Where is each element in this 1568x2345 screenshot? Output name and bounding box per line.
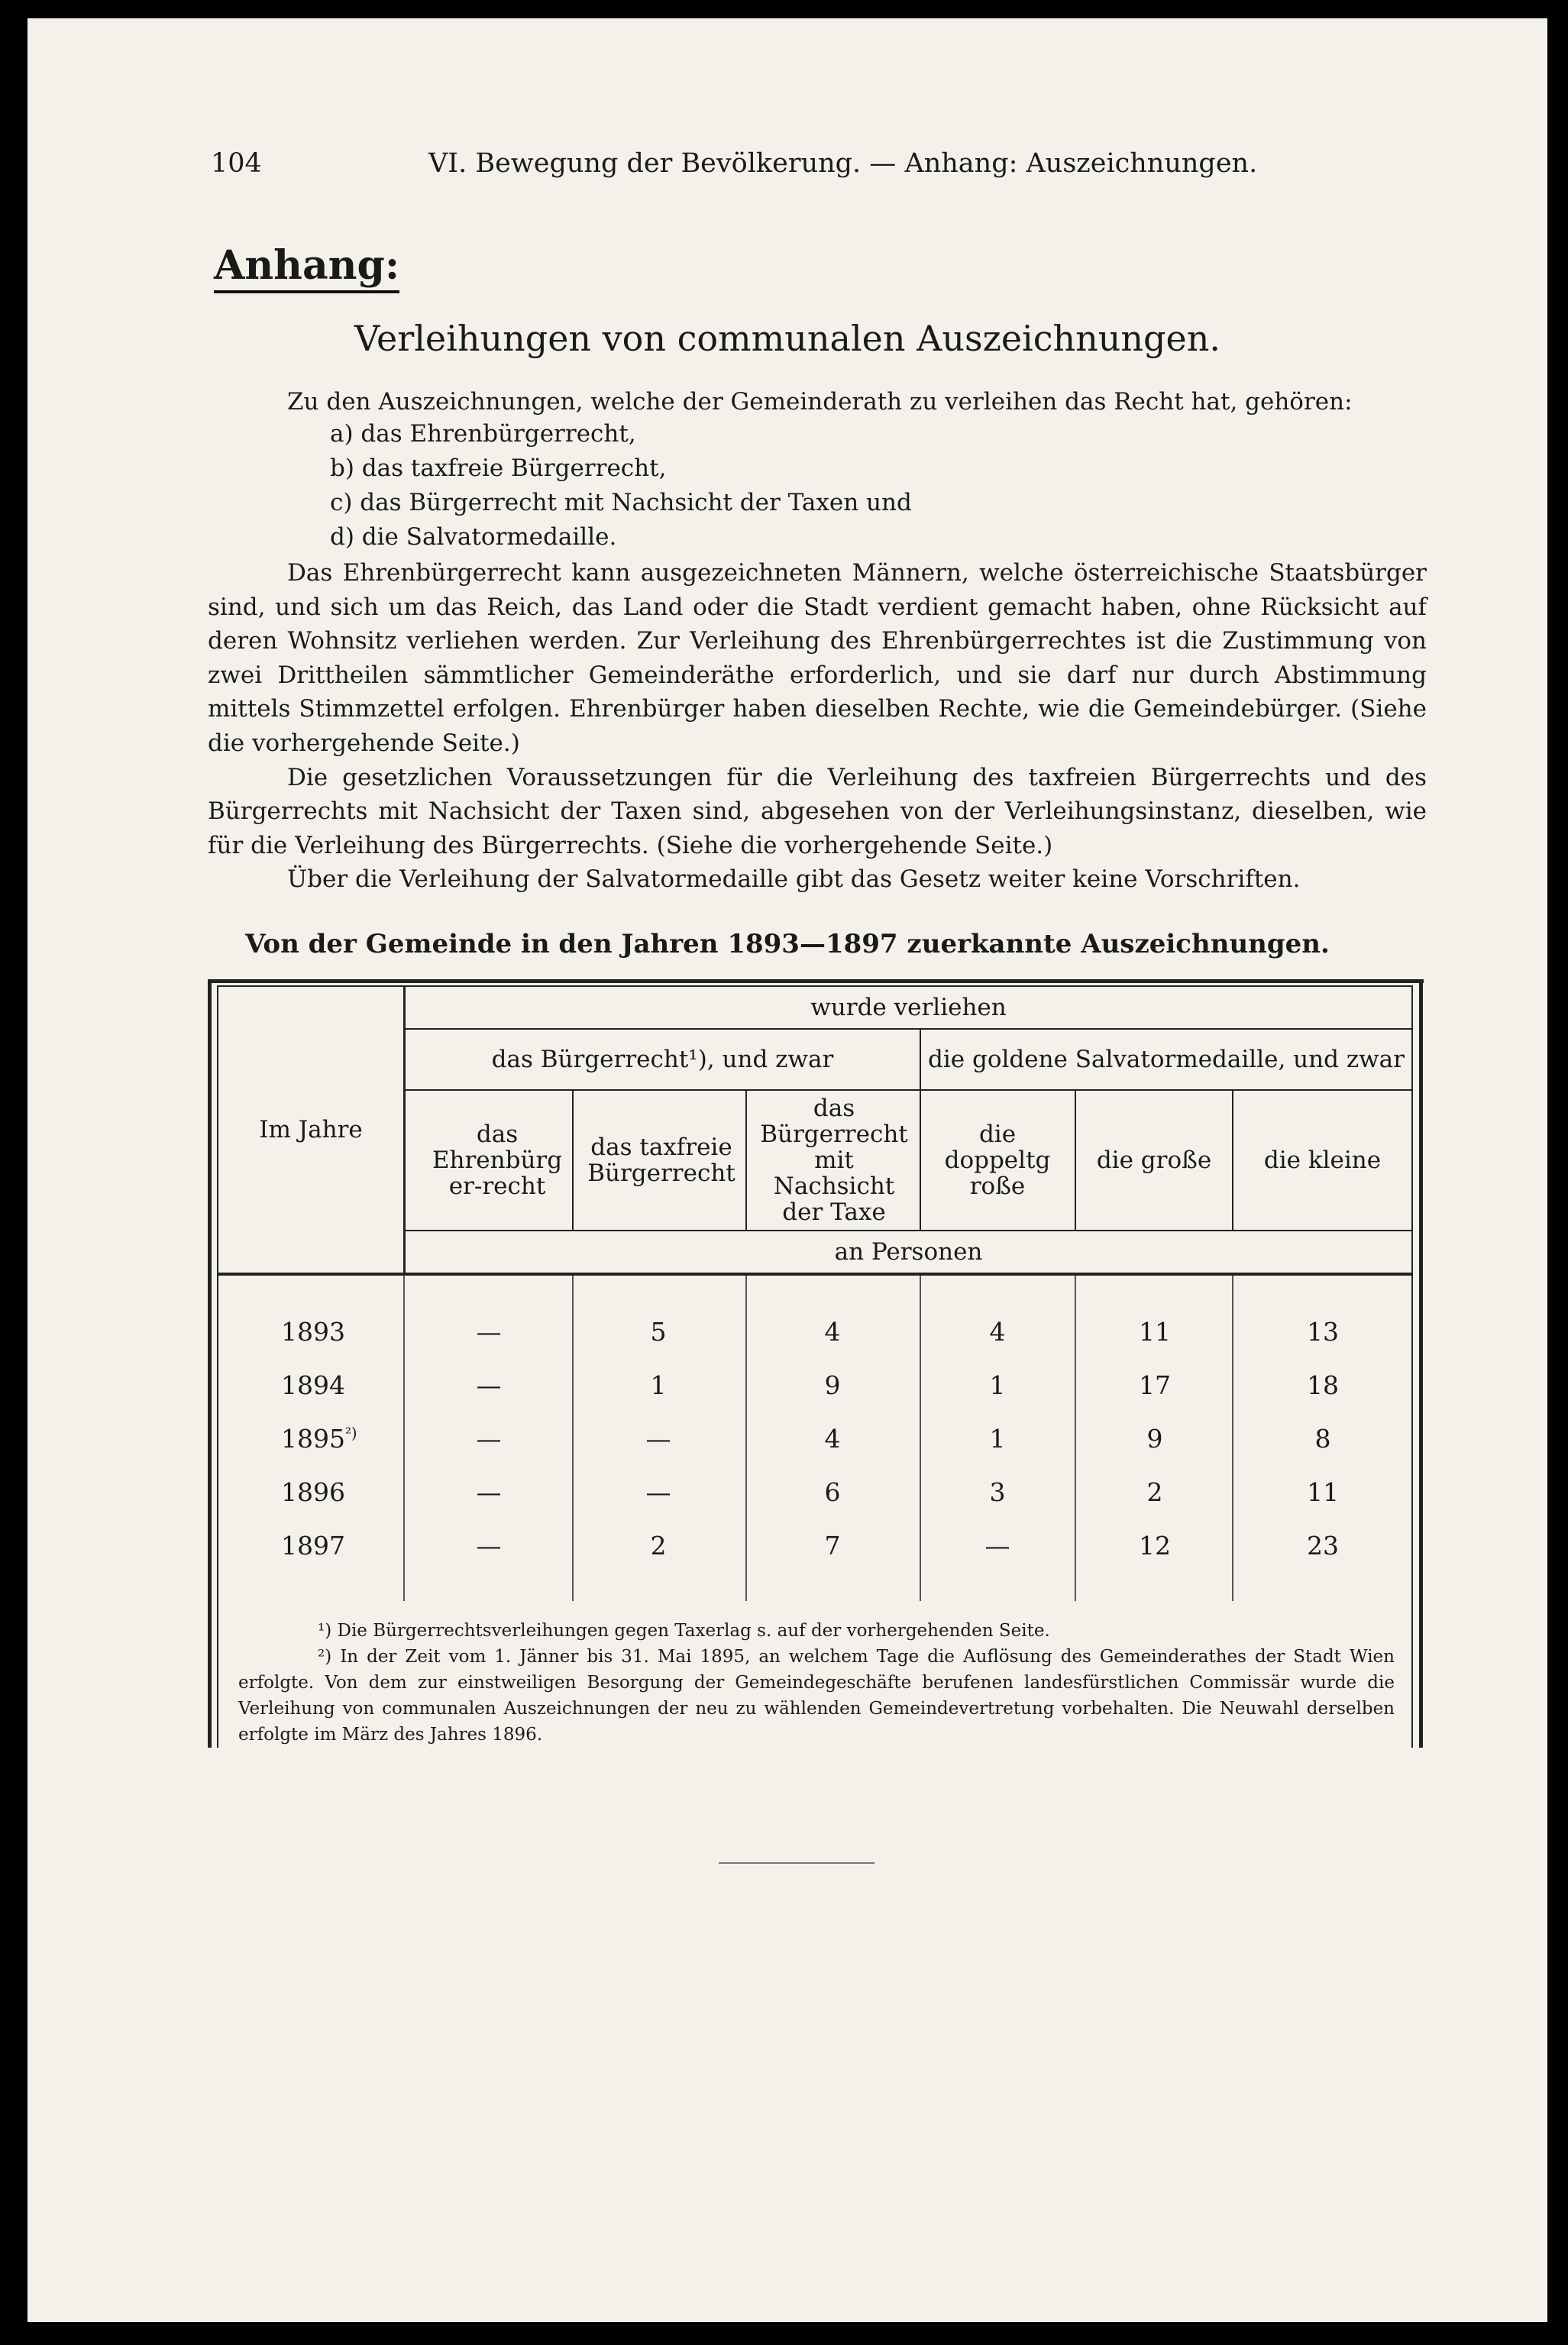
section-title: Verleihungen von communalen Auszeichnungen. (354, 318, 1220, 359)
value-cell: 9 (824, 1370, 841, 1400)
table-right-rule (1419, 979, 1423, 1748)
value-cell: 17 (1139, 1370, 1171, 1400)
value-cell: 18 (1307, 1370, 1339, 1400)
list-item-b: b) das taxfreie Bürgerrecht, (330, 454, 667, 482)
value-cell: 11 (1307, 1477, 1339, 1507)
table-right-inner-rule (1411, 985, 1413, 1748)
col-header-klein: die kleine (1263, 1147, 1382, 1174)
group-header-medaille: die goldene Salvatormedaille, und zwar (928, 1046, 1405, 1073)
col-rule-2 (745, 1089, 747, 1230)
year-cell: $1895^{^2)}$ (281, 1424, 357, 1454)
body-rule-4 (1075, 1276, 1076, 1601)
value-cell: — (645, 1477, 671, 1507)
value-cell: 4 (824, 1424, 841, 1454)
col-header-ehrenbuergerrecht: das Ehrenbürger-recht (432, 1121, 563, 1200)
paragraph-voraussetzungen: Die gesetzlichen Voraussetzungen für die Verleihung des taxfreien Bürgerrechts und des Bürgerrechts mit Nachsicht der Taxen sind, abgesehen von der Verleihungsinstanz, dieselben, wie für die Verleihung des Bürgerrechts. (Siehe die vorhergehende Seite.) (208, 763, 1427, 859)
value-cell: — (476, 1531, 502, 1561)
page-number: 104 (211, 148, 262, 179)
header-bottom-rule (217, 1273, 1413, 1276)
top-header: wurde verliehen (810, 994, 1007, 1021)
group-header-buergerrecht: das Bürgerrecht¹), und zwar (491, 1046, 834, 1073)
value-cell: — (984, 1531, 1010, 1561)
year-cell: 1893 (281, 1317, 345, 1347)
body-rule-1 (572, 1276, 574, 1601)
table-left-rule (208, 979, 212, 1748)
col-header-gross: die große (1096, 1147, 1212, 1174)
value-cell: 1 (989, 1424, 1006, 1454)
body-rule-5 (1232, 1276, 1233, 1601)
footnote-2: ²) In der Zeit vom 1. Jänner bis 31. Mai 1895, an welchem Tage die Auflösung des Gemeinderathes der Stadt Wien erfolgte. Von dem zur einstweiligen Besorgung der Gemeindegeschäfte berufenen landesfürstlichen Commissär wurde die Verleihung von communalen Auszeichnungen der neu zu wählenden Gemeindevertretung vorbehalten. Die Neuwahl derselben erfolgte im März des Jahres 1896. (238, 1647, 1395, 1745)
year-cell: 1896 (281, 1477, 345, 1507)
bottom-rule (719, 1862, 875, 1864)
value-cell: — (476, 1477, 502, 1507)
value-cell: 8 (1314, 1424, 1331, 1454)
value-cell: 5 (650, 1317, 667, 1347)
value-cell: 3 (989, 1477, 1006, 1507)
appendix-heading: Anhang: (214, 242, 399, 293)
list-item-a: a) das Ehrenbürgerrecht, (330, 420, 636, 448)
value-cell: — (645, 1424, 671, 1454)
value-cell: 2 (1146, 1477, 1163, 1507)
paragraph-salvatormedaille: Über die Verleihung der Salvatormedaille gibt das Gesetz weiter keine Vorschriften. (287, 865, 1301, 894)
value-cell: — (476, 1424, 502, 1454)
page (27, 18, 1547, 2322)
unit-row: an Personen (834, 1238, 983, 1266)
year-cell: 1897 (281, 1531, 345, 1561)
value-cell: 1 (989, 1370, 1006, 1400)
intro-line: Zu den Auszeichnungen, welche der Gemeinderath zu verleihen das Recht hat, gehören: (287, 388, 1353, 416)
value-cell: 2 (650, 1531, 667, 1561)
running-title: VI. Bewegung der Bevölkerung. — Anhang: Auszeichnungen. (428, 148, 1258, 179)
footnote-1: ¹) Die Bürgerrechtsverleihungen gegen Taxerlag s. auf der vorhergehenden Seite. (318, 1621, 1050, 1641)
value-cell: 11 (1139, 1317, 1171, 1347)
body-rule-3 (920, 1276, 921, 1601)
stub-header: Im Jahre (259, 1116, 363, 1143)
col-header-doppeltgross: die doppeltgroße (944, 1121, 1051, 1200)
table-top-rule (208, 979, 1424, 983)
value-cell: — (476, 1370, 502, 1400)
value-cell: 4 (989, 1317, 1006, 1347)
list-item-c: c) das Bürgerrecht mit Nachsicht der Taxen und (330, 489, 912, 516)
year-cell: 1894 (281, 1370, 345, 1400)
body-paragraphs (208, 556, 1427, 897)
col-header-nachsicht: das Bürgerrecht mit Nachsicht der Taxe (760, 1095, 908, 1226)
value-cell: 12 (1139, 1531, 1171, 1561)
col-rule-1 (572, 1089, 574, 1230)
value-cell: 23 (1307, 1531, 1339, 1561)
footnotes (238, 1618, 1395, 1748)
col-header-taxfrei: das taxfreie Bürgerrecht (587, 1134, 736, 1187)
value-cell: 9 (1146, 1424, 1163, 1454)
value-cell: 4 (824, 1317, 841, 1347)
value-cell: 7 (824, 1531, 841, 1561)
table-title: Von der Gemeinde in den Jahren 1893—1897 zuerkannte Auszeichnungen. (245, 929, 1330, 959)
list-item-d: d) die Salvatormedaille. (330, 523, 617, 551)
paragraph-ehrenbuergerrecht: Das Ehrenbürgerrecht kann ausgezeichneten Männern, welche österreichische Staatsbürger sind, und sich um das Reich, das Land oder die Stadt verdient gemacht haben, ohne Rücksicht auf deren Wohnsitz verliehen werden. Zur Verleihung des Ehrenbürgerrechtes ist die Zustimmung von zwei Drittheilen sämmtlicher Gemeinderäthe erforderlich, und sie darf nur durch Abstimmung mittels Stimmzettel erfolgen. Ehrenbürger haben dieselben Rechte, wie die Gemeindebürger. (Siehe die vorhergehende Seite.) (208, 559, 1427, 757)
value-cell: 6 (824, 1477, 841, 1507)
body-rule-0 (403, 1276, 405, 1601)
body-rule-2 (745, 1276, 747, 1601)
value-cell: 13 (1307, 1317, 1339, 1347)
value-cell: 1 (650, 1370, 667, 1400)
value-cell: — (476, 1317, 502, 1347)
